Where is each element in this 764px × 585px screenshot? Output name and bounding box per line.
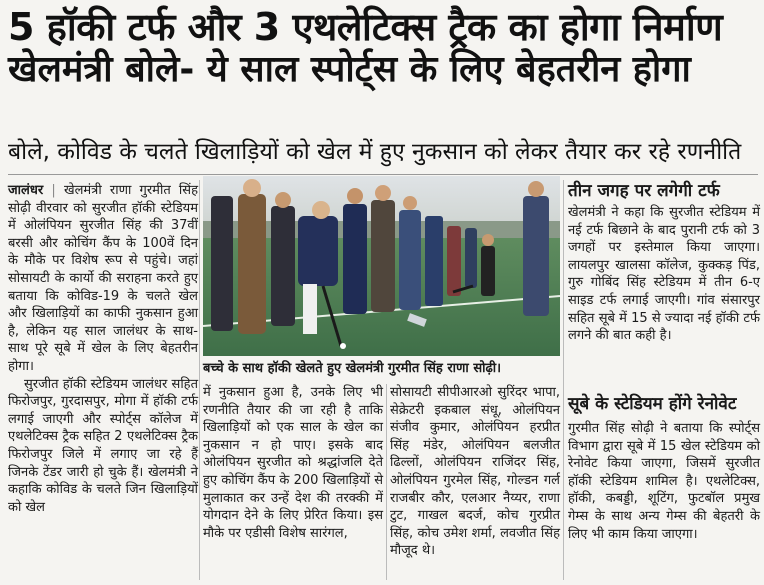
- headline-line2: खेलमंत्री बोले- ये साल स्पोर्ट्स के लिए बेहतरीन होगा: [8, 49, 691, 90]
- divider: [8, 174, 758, 175]
- column-divider: [386, 384, 387, 580]
- headline-line1: 5 हॉकी टर्फ और 3 एथलेटिक्स ट्रैक का होगा निर्माण: [8, 5, 723, 49]
- sidebar-body-turf: खेलमंत्री ने कहा कि सुरजीत स्टेडियम में नई टर्फ बिछाने के बाद पुरानी टर्फ को 3 जगहों पर इस्तेमाल किया जाएगा। लायलपुर खालसा कॉलेज, कुक्कड़ पिंड, गुरु गोबिंद सिंह स्टेडियम में तीन 6-ए साइड टर्फ लगाई जाएगी। गांव संसारपुर सहित सूबे में 15 से ज्यादा नई हॉकी टर्फ लगने की बात कही है।: [568, 205, 760, 344]
- photo-caption: बच्चे के साथ हॉकी खेलते हुए खेलमंत्री गुरमीत सिंह राणा सोढ़ी।: [203, 361, 502, 376]
- article-column-3: सोसायटी सीपीआरओ सुरिंदर भापा, सेक्रेटरी इकबाल संधू, ओलंपियन संजीव कुमार, ओलंपियन हरप्रीत सिंह मंडेर, ओलंपियन बलजीत ढिल्लों, ओलंपियन राजिंदर सिंह, ओलंपियन गुरमेल सिंह, गोल्डन गर्ल राजबीर कौर, एलआर नैय्यर, राणा टुट, गाखल बदर्ज, कोच गुरप्रीत सिंह, कोच उमेश शर्मा, लवजीत सिंह मौजूद थे।: [390, 385, 560, 559]
- news-photo: [203, 176, 560, 356]
- hockey-field-photo: [203, 176, 560, 356]
- article-column-1: जालंधर | खेलमंत्री राणा गुरमीत सिंह सोढ़ी वीरवार को सुरजीत हॉकी स्टेडियम में ओलंपियन सुरजीत सिंह की 37वीं बरसी और कोचिंग कैंप के 100वें दिन के मौके पर विशेष रूप से पहुंचे। जहां सोसायटी के कार्यो की सराहना करते हुए बताया कि कोविड-19 के चलते खेल और खिलाड़ियों का काफी नुकसान हुआ है, लेकिन यह साल जालंधर के साथ-साथ पूरे सूबे में खेल के लिए बेहतरीन होगा। सुरजीत हॉकी स्टेडियम जालंधर सहित फिरोजपुर, गुरदासपुर, मोगा में हॉकी टर्फ लगाई जाएगी और स्पोर्ट्स कॉलेज में एथलेटिक्स ट्रैक सहित 2 एथलेटिक्स ट्रैक फिरोजपुर जिले में लगाए जा रहे हैं जिनके टेंडर जारी हो चुके हैं। खेलमंत्री ने कहाकि कोविड के चलते जिन खिलाड़ियों को खेल: [8, 183, 198, 515]
- sidebar-body-stadium: गुरमीत सिंह सोढ़ी ने बताया कि स्पोर्ट्स विभाग द्वारा सूबे में 15 खेल स्टेडियम को रेनोवेट किया जाएगा, जिसमें सुरजीत हॉकी स्टेडियम शामिल है। एथलेटिक्स, हॉकी, कबड्डी, शूटिंग, फुटबॉल प्रमुख गेम्स के साथ अन्य गेम्स की बेहतरी के लिए भी काम किया जाएगा।: [568, 421, 760, 542]
- column-divider: [563, 180, 564, 580]
- column-divider: [199, 180, 200, 580]
- article-column-2: में नुकसान हुआ है, उनके लिए भी रणनीति तैयार की जा रही है ताकि खिलाड़ियों को एक साल के खेल का नुकसान न हो पाए। इसके बाद ओलंपियन सुरजीत को श्रद्धांजलि देते हुए कोचिंग कैंप के 200 खिलाड़ियों से मुलाकात कर उन्हें देश की तरक्की में योगदान देने के लिए प्रेरित किया। इस मौके पर एडीसी विशेष सारंगल,: [203, 385, 383, 541]
- subheadline: बोले, कोविड के चलते खिलाड़ियों को खेल में हुए नुकसान को लेकर तैयार कर रहे रणनीति: [8, 139, 742, 165]
- column-1-paragraph-2: सुरजीत हॉकी स्टेडियम जालंधर सहित फिरोजपुर, गुरदासपुर, मोगा में हॉकी टर्फ लगाई जाएगी और स्पोर्ट्स कॉलेज में एथलेटिक्स ट्रैक सहित 2 एथलेटिक्स ट्रैक फिरोजपुर जिले में लगाए जा रहे हैं जिनके टेंडर जारी हो चुके हैं। खेलमंत्री ने कहाकि कोविड के चलते जिन खिलाड़ियों को खेल: [8, 376, 198, 515]
- sidebar-heading-stadium: सूबे के स्टेडियम होंगे रेनोवेट: [568, 394, 737, 414]
- column-1-paragraph-1: खेलमंत्री राणा गुरमीत सिंह सोढ़ी वीरवार को सुरजीत हॉकी स्टेडियम में ओलंपियन सुरजीत सिंह की 37वीं बरसी और कोचिंग कैंप के 100वें दिन के मौके पर विशेष रूप से पहुंचे। जहां सोसायटी के कार्यो की सराहना करते हुए बताया कि कोविड-19 के चलते खेल और खिलाड़ियों का काफी नुकसान हुआ है, लेकिन यह साल जालंधर के साथ-साथ पूरे सूबे में खेल के लिए बेहतरीन होगा।: [8, 183, 198, 374]
- dateline: जालंधर: [8, 183, 44, 198]
- sidebar-heading-turf: तीन जगह पर लगेगी टर्फ: [568, 181, 720, 201]
